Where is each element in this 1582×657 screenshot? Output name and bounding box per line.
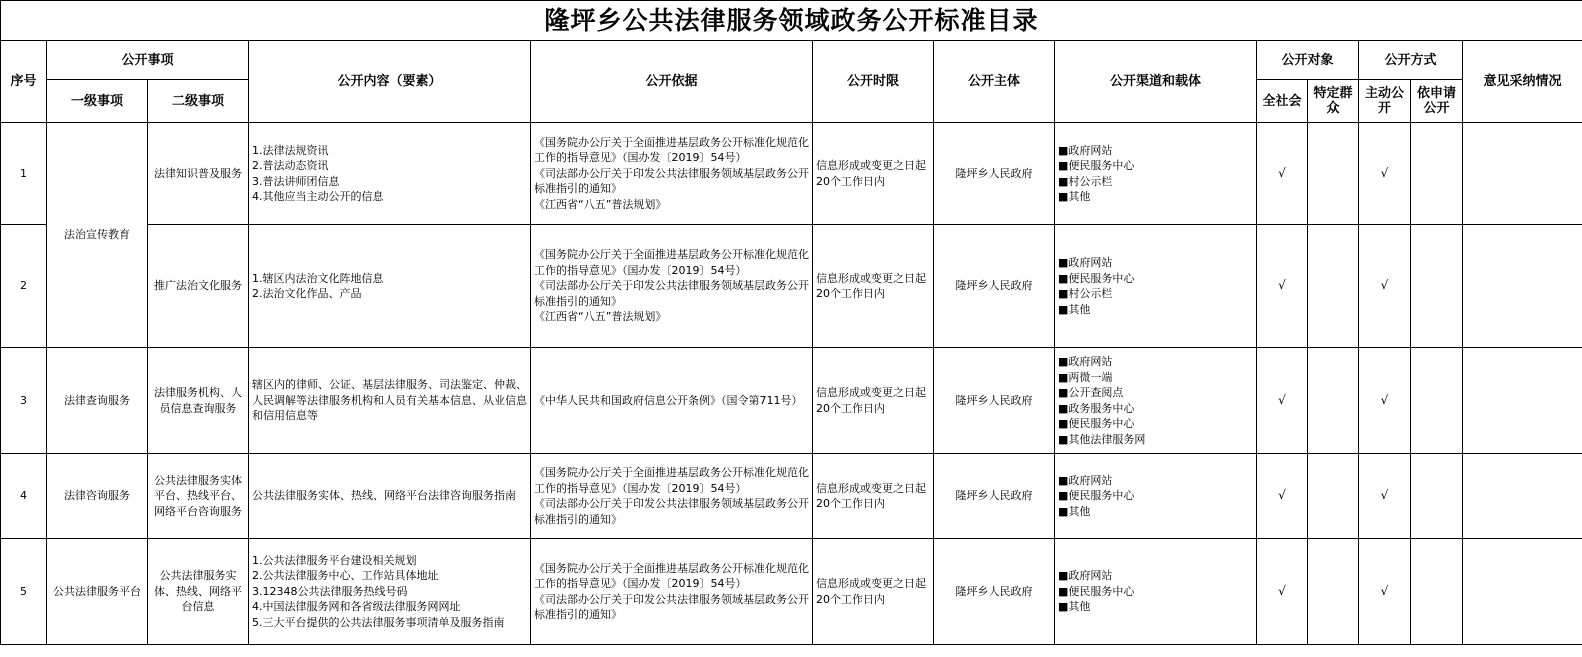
row-level2: 推广法治文化服务 xyxy=(148,225,249,348)
basis-line: 《中华人民共和国政府信息公开条例》（国令第711号） xyxy=(534,393,803,407)
channel-item: ■两微一端 xyxy=(1058,370,1113,384)
row-content xyxy=(249,539,531,645)
row-subject: 隆坪乡人民政府 xyxy=(934,348,1055,454)
header-method: 公开方式 xyxy=(1359,41,1463,80)
row-basis xyxy=(531,123,813,225)
row-target-specific-check xyxy=(1308,454,1359,539)
content-line: 5.三大平台提供的公共法律服务事项清单及服务指南 xyxy=(252,615,505,629)
header-basis: 公开依据 xyxy=(531,41,813,123)
channel-item: ■政府网站 xyxy=(1058,473,1113,487)
row-seq: 3 xyxy=(1,348,47,454)
content-line: 辖区内的律师、公证、基层法律服务、司法鉴定、仲裁、人民调解等法律服务机构和人员有关基本信息、从业信息和信用信息等 xyxy=(252,378,527,423)
row-channel xyxy=(1055,348,1257,454)
row-method-active-check: √ xyxy=(1359,225,1411,348)
basis-line: 《江西省“八五”普法规划》 xyxy=(534,197,667,211)
row-deadline: 信息形成或变更之日起20个工作日内 xyxy=(813,225,934,348)
row-subject: 隆坪乡人民政府 xyxy=(934,539,1055,645)
header-channel: 公开渠道和载体 xyxy=(1055,41,1257,123)
channel-item: ■政府网站 xyxy=(1058,143,1113,157)
row-method-apply-check xyxy=(1411,225,1463,348)
row-basis xyxy=(531,348,813,454)
row-target-all-check: √ xyxy=(1257,123,1308,225)
channel-item: ■其他法律服务网 xyxy=(1058,432,1146,446)
content-line: 3.12348公共法律服务热线号码 xyxy=(252,584,408,598)
channel-item: ■公开查阅点 xyxy=(1058,386,1124,399)
content-line: 3.普法讲师团信息 xyxy=(252,174,340,188)
header-feedback: 意见采纳情况 xyxy=(1463,41,1582,123)
channel-item: ■政府网站 xyxy=(1058,355,1113,368)
basis-line: 《司法部办公厅关于印发公共法律服务领域基层政务公开标准指引的通知》 xyxy=(534,279,809,308)
channel-item: ■其他 xyxy=(1058,504,1091,518)
row-content xyxy=(249,123,531,225)
basis-line: 《国务院办公厅关于全面推进基层政务公开标准化规范化工作的指导意见》（国办发〔2019〕54号） xyxy=(534,466,809,495)
header-seq: 序号 xyxy=(1,41,47,123)
row-subject: 隆坪乡人民政府 xyxy=(934,454,1055,539)
table-row xyxy=(1,348,1582,454)
basis-line: 《国务院办公厅关于全面推进基层政务公开标准化规范化工作的指导意见》（国办发〔2019〕54号） xyxy=(534,248,809,277)
basis-line: 《司法部办公厅关于印发公共法律服务领域基层政务公开标准指引的通知》 xyxy=(534,592,809,621)
page-title: 隆坪乡公共法律服务领域政务公开标准目录 xyxy=(1,1,1582,41)
channel-item: ■其他 xyxy=(1058,302,1091,316)
channel-item: ■便民服务中心 xyxy=(1058,417,1135,430)
row-deadline: 信息形成或变更之日起20个工作日内 xyxy=(813,123,934,225)
row-level1: 法治宣传教育 xyxy=(47,123,148,348)
row-level2: 公共法律服务实体、热线、网络平台信息 xyxy=(148,539,249,645)
row-basis xyxy=(531,225,813,348)
content-line: 2.法治文化作品、产品 xyxy=(252,287,362,300)
row-seq: 1 xyxy=(1,123,47,225)
content-line: 1.辖区内法治文化阵地信息 xyxy=(252,271,384,285)
row-feedback xyxy=(1463,539,1582,645)
row-target-specific-check xyxy=(1308,123,1359,225)
row-deadline: 信息形成或变更之日起20个工作日内 xyxy=(813,454,934,539)
header-content: 公开内容（要素） xyxy=(249,41,531,123)
channel-item: ■村公示栏 xyxy=(1058,287,1113,300)
content-line: 4.中国法律服务网和各省级法律服务网网址 xyxy=(252,600,461,614)
table-row xyxy=(1,539,1582,645)
row-feedback xyxy=(1463,348,1582,454)
row-method-active-check: √ xyxy=(1359,539,1411,645)
row-subject: 隆坪乡人民政府 xyxy=(934,123,1055,225)
row-method-apply-check xyxy=(1411,539,1463,645)
row-level1: 法律查询服务 xyxy=(47,348,148,454)
row-target-all-check: √ xyxy=(1257,348,1308,454)
row-channel xyxy=(1055,123,1257,225)
basis-line: 《国务院办公厅关于全面推进基层政务公开标准化规范化工作的指导意见》（国办发〔2019〕54号） xyxy=(534,135,809,165)
row-method-apply-check xyxy=(1411,348,1463,454)
row-channel xyxy=(1055,454,1257,539)
header-method-active: 主动公开 xyxy=(1359,80,1411,123)
row-channel xyxy=(1055,225,1257,348)
row-level1: 法律咨询服务 xyxy=(47,454,148,539)
basis-line: 《国务院办公厅关于全面推进基层政务公开标准化规范化工作的指导意见》（国办发〔2019〕54号） xyxy=(534,561,809,590)
header-target-all: 全社会 xyxy=(1257,80,1308,123)
row-method-apply-check xyxy=(1411,123,1463,225)
row-deadline: 信息形成或变更之日起20个工作日内 xyxy=(813,539,934,645)
row-feedback xyxy=(1463,123,1582,225)
row-target-all-check: √ xyxy=(1257,454,1308,539)
row-feedback xyxy=(1463,454,1582,539)
row-method-active-check: √ xyxy=(1359,348,1411,454)
table-row xyxy=(1,123,1582,225)
row-basis xyxy=(531,539,813,645)
header-level1: 一级事项 xyxy=(47,80,148,123)
channel-item: ■其他 xyxy=(1058,600,1091,614)
row-target-all-check: √ xyxy=(1257,539,1308,645)
row-level2: 公共法律服务实体平台、热线平台、网络平台咨询服务 xyxy=(148,454,249,539)
header-target: 公开对象 xyxy=(1257,41,1359,80)
row-method-active-check: √ xyxy=(1359,454,1411,539)
content-line: 2.普法动态资讯 xyxy=(252,159,329,172)
channel-item: ■便民服务中心 xyxy=(1058,271,1135,285)
row-method-active-check: √ xyxy=(1359,123,1411,225)
basis-line: 《司法部办公厅关于印发公共法律服务领域基层政务公开标准指引的通知》 xyxy=(534,166,809,196)
row-target-all-check: √ xyxy=(1257,225,1308,348)
header-method-apply: 依申请公开 xyxy=(1411,80,1463,123)
content-line: 公共法律服务实体、热线、网络平台法律咨询服务指南 xyxy=(252,489,516,503)
row-feedback xyxy=(1463,225,1582,348)
row-target-specific-check xyxy=(1308,539,1359,645)
header-level2: 二级事项 xyxy=(148,80,249,123)
header-subject: 公开主体 xyxy=(934,41,1055,123)
row-content xyxy=(249,348,531,454)
row-subject: 隆坪乡人民政府 xyxy=(934,225,1055,348)
table-row xyxy=(1,225,1582,348)
row-content xyxy=(249,225,531,348)
content-line: 4.其他应当主动公开的信息 xyxy=(252,190,384,203)
row-basis xyxy=(531,454,813,539)
content-line: 1.法律法规资讯 xyxy=(252,143,329,157)
row-seq: 5 xyxy=(1,539,47,645)
row-seq: 4 xyxy=(1,454,47,539)
row-target-specific-check xyxy=(1308,225,1359,348)
header-matter: 公开事项 xyxy=(47,41,249,80)
header-target-specific: 特定群众 xyxy=(1308,80,1359,123)
basis-line: 《江西省“八五”普法规划》 xyxy=(534,310,667,324)
channel-item: ■便民服务中心 xyxy=(1058,584,1135,598)
channel-item: ■便民服务中心 xyxy=(1058,489,1135,503)
row-level2: 法律知识普及服务 xyxy=(148,123,249,225)
basis-line: 《司法部办公厅关于印发公共法律服务领域基层政务公开标准指引的通知》 xyxy=(534,497,809,526)
row-deadline: 信息形成或变更之日起20个工作日内 xyxy=(813,348,934,454)
row-target-specific-check xyxy=(1308,348,1359,454)
channel-item: ■村公示栏 xyxy=(1058,174,1113,188)
channel-item: ■政府网站 xyxy=(1058,569,1113,583)
header-deadline: 公开时限 xyxy=(813,41,934,123)
table-row xyxy=(1,454,1582,539)
row-level2: 法律服务机构、人员信息查询服务 xyxy=(148,348,249,454)
row-channel xyxy=(1055,539,1257,645)
row-content xyxy=(249,454,531,539)
row-method-apply-check xyxy=(1411,454,1463,539)
channel-item: ■其他 xyxy=(1058,190,1091,203)
row-level1: 公共法律服务平台 xyxy=(47,539,148,645)
channel-item: ■政府网站 xyxy=(1058,256,1113,269)
channel-item: ■便民服务中心 xyxy=(1058,159,1135,172)
content-line: 1.公共法律服务平台建设相关规划 xyxy=(252,553,417,567)
channel-item: ■政务服务中心 xyxy=(1058,401,1135,415)
content-line: 2.公共法律服务中心、工作站具体地址 xyxy=(252,569,439,583)
row-seq: 2 xyxy=(1,225,47,348)
